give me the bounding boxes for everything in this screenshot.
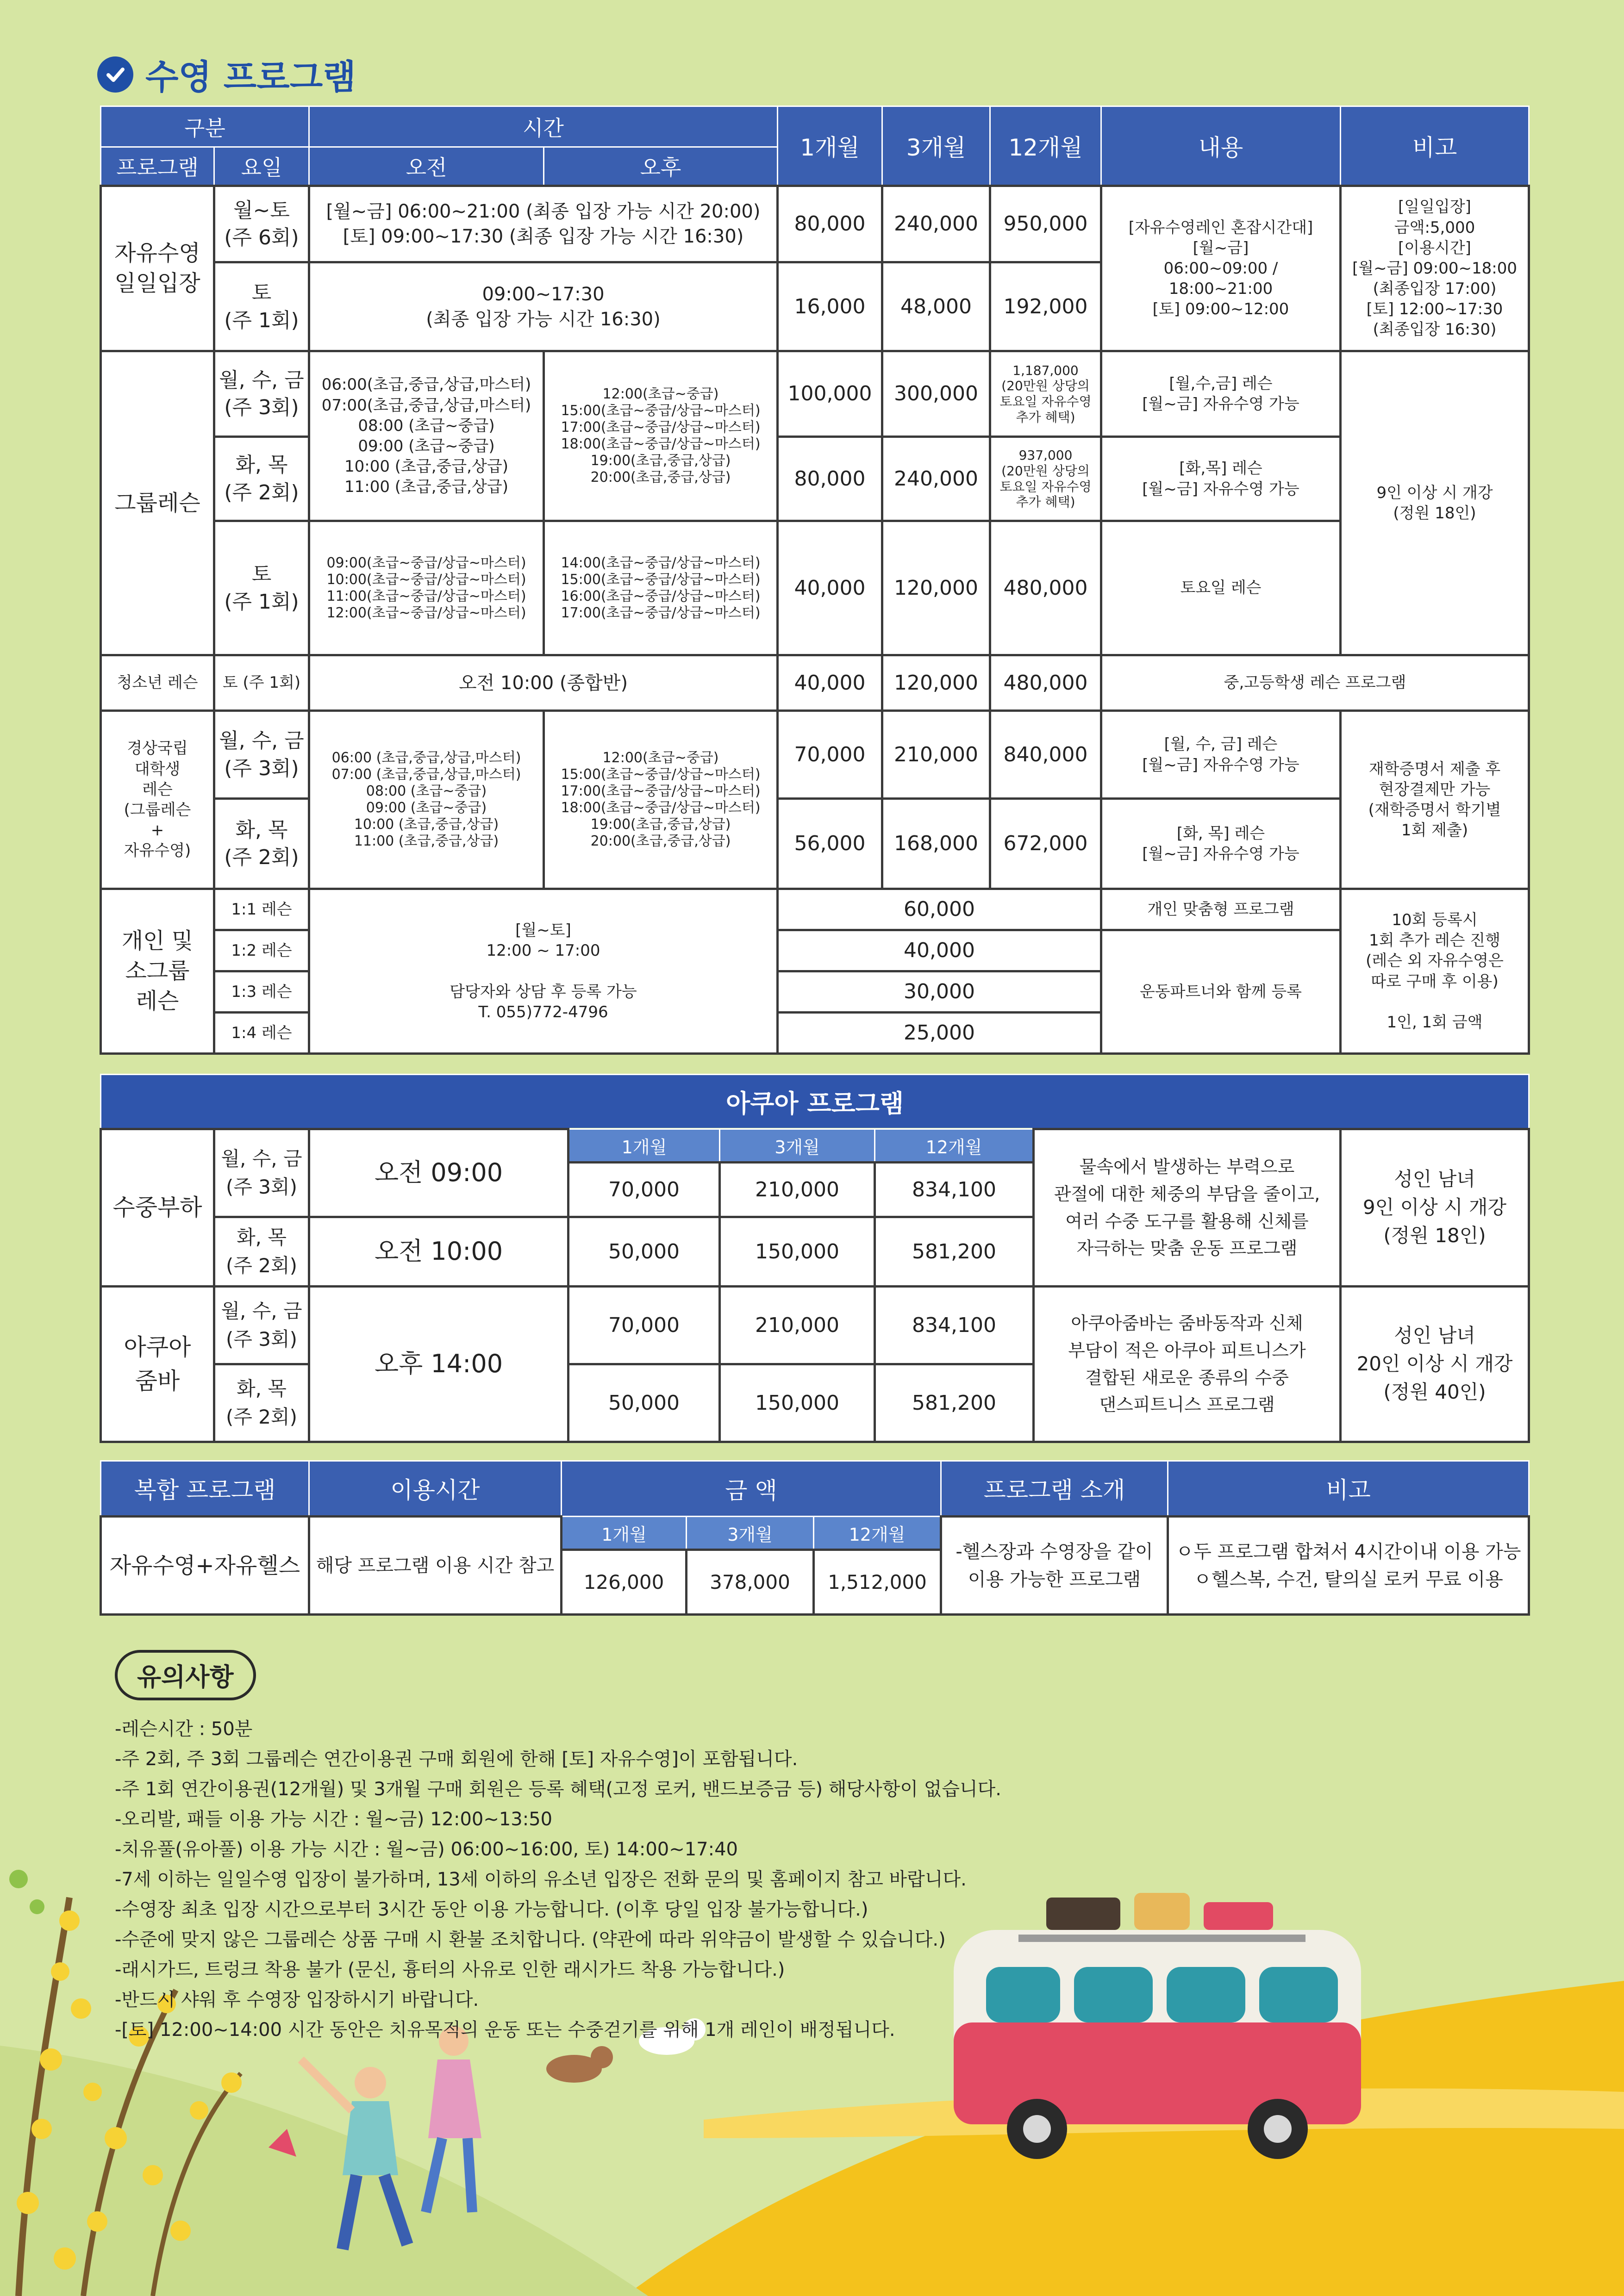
univ-label: 경상국립 대학생 레슨 (그룹레슨 + 자유수영) xyxy=(101,711,214,889)
notes-title: 유의사항 xyxy=(115,1650,256,1700)
group-row3-content: 토요일 레슨 xyxy=(1101,521,1341,655)
zumba-row1-price-12m: 834,100 xyxy=(875,1287,1034,1364)
youth-day: 토 (주 1회) xyxy=(214,655,309,711)
header-day: 요일 xyxy=(214,147,309,186)
zumba-row1-price-3m: 210,000 xyxy=(720,1287,875,1364)
note-item: -레슨시간 : 50분 xyxy=(115,1718,253,1740)
zumba-row2-price-1m: 50,000 xyxy=(568,1364,720,1442)
header-am: 오전 xyxy=(309,147,544,186)
note-item: -주 1회 연간이용권(12개월) 및 3개월 구매 회원은 등록 혜택(고정 로커, 밴드보증금 등) 해당사항이 없습니다. xyxy=(115,1779,1001,1800)
underwater-label: 수중부하 xyxy=(101,1129,214,1287)
combo-time: 해당 프로그램 이용 시간 참고 xyxy=(309,1517,562,1615)
univ-row2-price-12m: 672,000 xyxy=(990,799,1101,889)
group-lesson-label: 그룹레슨 xyxy=(101,351,214,655)
underwater-desc: 물속에서 발생하는 부력으로 관절에 대한 체중의 부담을 줄이고, 여러 수중 도구를 활용해 신체를 자극하는 맞춤 운동 프로그램 xyxy=(1034,1129,1341,1287)
zumba-row2-price-12m: 581,200 xyxy=(875,1364,1034,1442)
private-content-1: 개인 맞춤형 프로그램 xyxy=(1101,889,1341,930)
group-row3-price-3m: 120,000 xyxy=(882,521,990,655)
group-row3-day: 토 (주 1회) xyxy=(214,521,309,655)
free-swim-row1-price-3m: 240,000 xyxy=(882,186,990,262)
combo-header-1month: 1개월 xyxy=(562,1517,687,1550)
group-row3-price-1m: 40,000 xyxy=(778,521,882,655)
univ-row1-day: 월, 수, 금 (주 3회) xyxy=(214,711,309,799)
combo-header-program: 복합 프로그램 xyxy=(101,1461,309,1517)
group-note: 9인 이상 시 개강 (정원 18인) xyxy=(1341,351,1529,655)
group-row1-price-1m: 100,000 xyxy=(778,351,882,437)
header-program: 프로그램 xyxy=(101,147,214,186)
private-row1-price: 60,000 xyxy=(778,889,1101,930)
combo-name: 자유수영+자유헬스 xyxy=(101,1517,309,1615)
free-swim-row1-price-1m: 80,000 xyxy=(778,186,882,262)
free-swim-row2-price-3m: 48,000 xyxy=(882,262,990,351)
univ-row2-content: [화, 목] 레슨 [월~금] 자유수영 가능 xyxy=(1101,799,1341,889)
note-item: -래시가드, 트렁크 착용 불가 (문신, 흉터의 사유로 인한 래시가드 착용 가능합니다.) xyxy=(115,1959,785,1980)
youth-price-3m: 120,000 xyxy=(882,655,990,711)
private-note: 10회 등록시 1회 추가 레슨 진행 (레슨 외 자유수영은 따로 구매 후 이용) 1인, 1회 금액 xyxy=(1341,889,1529,1054)
group-saturday-pm: 14:00(초급~중급/상급~마스터) 15:00(초급~중급/상급~마스터) 16:00(초급~중급/상급~마스터) 17:00(초급~중급/상급~마스터) xyxy=(544,521,778,655)
combo-intro: -헬스장과 수영장을 같이 이용 가능한 프로그램 xyxy=(941,1517,1168,1615)
camper-van xyxy=(954,1893,1361,2159)
combo-header-12month: 12개월 xyxy=(814,1517,941,1550)
aqua-header-3month: 3개월 xyxy=(720,1129,875,1163)
univ-note: 재학증명서 제출 후 현장결제만 가능 (재학증명서 학기별 1회 제출) xyxy=(1341,711,1529,889)
private-row3-name: 1:3 레슨 xyxy=(214,971,309,1013)
combo-note: ㅇ두 프로그램 합쳐서 4시간이내 이용 가능 ㅇ헬스복, 수건, 탈의실 로커 무료 이용 xyxy=(1168,1517,1529,1615)
check-circle-icon xyxy=(97,56,133,93)
group-weekday-am: 06:00(초급,중급,상급,마스터) 07:00(초급,중급,상급,마스터) 08:00 (초급~중급) 09:00 (초급~중급) 10:00 (초급,중급,상급) 11:00 (초급,중급,상급) xyxy=(309,351,544,521)
header-content: 내용 xyxy=(1101,106,1341,186)
combo-price-12m: 1,512,000 xyxy=(814,1550,941,1615)
notes-section xyxy=(115,1650,1001,2045)
private-row4-price: 25,000 xyxy=(778,1013,1101,1054)
free-swim-row1-price-12m: 950,000 xyxy=(990,186,1101,262)
aqua-title: 아쿠아 프로그램 xyxy=(101,1075,1529,1129)
group-row1-day: 월, 수, 금 (주 3회) xyxy=(214,351,309,437)
underwater-row1-day: 월, 수, 금 (주 3회) xyxy=(214,1129,309,1217)
header-note: 비고 xyxy=(1341,106,1529,186)
aqua-header-12month: 12개월 xyxy=(875,1129,1034,1163)
group-row2-content: [화,목] 레슨 [월~금] 자유수영 가능 xyxy=(1101,437,1341,521)
underwater-row2-price-3m: 150,000 xyxy=(720,1217,875,1287)
free-swim-label: 자유수영 일일입장 xyxy=(101,186,214,351)
combo-program-table xyxy=(100,1460,1530,1616)
private-label: 개인 및 소그룹 레슨 xyxy=(101,889,214,1054)
underwater-row1-price-1m: 70,000 xyxy=(568,1163,720,1217)
free-swim-row2-time: 09:00~17:30 (최종 입장 가능 시간 16:30) xyxy=(309,262,778,351)
free-swim-row1-day: 월~토 (주 6회) xyxy=(214,186,309,262)
youth-time: 오전 10:00 (종합반) xyxy=(309,655,778,711)
swim-section-title xyxy=(97,50,356,99)
univ-row1-content: [월, 수, 금] 레슨 [월~금] 자유수영 가능 xyxy=(1101,711,1341,799)
underwater-row1-price-3m: 210,000 xyxy=(720,1163,875,1217)
note-item: -반드시 샤워 후 수영장 입장하시기 바랍니다. xyxy=(115,1989,479,2010)
notes-list xyxy=(115,1714,1001,2045)
univ-pm: 12:00(초급~중급) 15:00(초급~중급/상급~마스터) 17:00(초급~중급/상급~마스터) 18:00(초급~중급/상급~마스터) 19:00(초급,중급,상급) 20:00(초급,중급,상급) xyxy=(544,711,778,889)
group-row2-day: 화, 목 (주 2회) xyxy=(214,437,309,521)
group-row1-price-3m: 300,000 xyxy=(882,351,990,437)
header-group: 구분 xyxy=(101,106,309,147)
aqua-header-1month: 1개월 xyxy=(568,1129,720,1163)
univ-row2-price-1m: 56,000 xyxy=(778,799,882,889)
youth-price-12m: 480,000 xyxy=(990,655,1101,711)
free-swim-row2-day: 토 (주 1회) xyxy=(214,262,309,351)
univ-row1-price-12m: 840,000 xyxy=(990,711,1101,799)
underwater-row2-price-1m: 50,000 xyxy=(568,1217,720,1287)
free-swim-content: [자유수영레인 혼잡시간대] [월~금] 06:00~09:00 / 18:00~21:00 [토] 09:00~12:00 xyxy=(1101,186,1341,351)
note-item: -오리발, 패들 이용 가능 시간 : 월~금) 12:00~13:50 xyxy=(115,1809,553,1830)
private-row3-price: 30,000 xyxy=(778,971,1101,1013)
header-pm: 오후 xyxy=(544,147,778,186)
univ-row2-day: 화, 목 (주 2회) xyxy=(214,799,309,889)
combo-header-price: 금 액 xyxy=(562,1461,941,1517)
private-row1-name: 1:1 레슨 xyxy=(214,889,309,930)
note-item: -7세 이하는 일일수영 입장이 불가하며, 13세 이하의 유소년 입장은 전화 문의 및 홈페이지 참고 바랍니다. xyxy=(115,1869,967,1890)
swim-program-table xyxy=(100,106,1530,1055)
note-item: -[토] 12:00~14:00 시간 동안은 치유목적의 운동 또는 수중걷기를 위해 1개 레인이 배정됩니다. xyxy=(115,2019,895,2041)
group-row2-price-12m: 937,000 (20만원 상당의 토요일 자유수영 추가 혜택) xyxy=(990,437,1101,521)
private-row4-name: 1:4 레슨 xyxy=(214,1013,309,1054)
private-content-2: 운동파트너와 함께 등록 xyxy=(1101,930,1341,1054)
zumba-row1-day: 월, 수, 금 (주 3회) xyxy=(214,1287,309,1364)
underwater-note: 성인 남녀 9인 이상 시 개강 (정원 18인) xyxy=(1341,1129,1529,1287)
univ-row2-price-3m: 168,000 xyxy=(882,799,990,889)
combo-header-time: 이용시간 xyxy=(309,1461,562,1517)
free-swim-row1-time: [월~금] 06:00~21:00 (최종 입장 가능 시간 20:00) [토] 09:00~17:30 (최종 입장 가능 시간 16:30) xyxy=(309,186,778,262)
underwater-row1-time: 오전 09:00 xyxy=(309,1129,568,1217)
header-time: 시간 xyxy=(309,106,778,147)
zumba-row1-price-1m: 70,000 xyxy=(568,1287,720,1364)
header-1month: 1개월 xyxy=(778,106,882,186)
zumba-row2-day: 화, 목 (주 2회) xyxy=(214,1364,309,1442)
combo-price-1m: 126,000 xyxy=(562,1550,687,1615)
aqua-program-table xyxy=(100,1074,1530,1443)
zumba-time: 오후 14:00 xyxy=(309,1287,568,1442)
note-item: -치유풀(유아풀) 이용 가능 시간 : 월~금) 06:00~16:00, 토) 14:00~17:40 xyxy=(115,1839,738,1860)
zumba-label: 아쿠아 줌바 xyxy=(101,1287,214,1442)
note-item: -수준에 맞지 않은 그룹레슨 상품 구매 시 환불 조치합니다. (약관에 따라 위약금이 발생할 수 있습니다.) xyxy=(115,1929,946,1950)
free-swim-note: [일일입장] 금액:5,000 [이용시간] [월~금] 09:00~18:00 (최종입장 17:00) [토] 12:00~17:30 (최종입장 16:30) xyxy=(1341,186,1529,351)
youth-price-1m: 40,000 xyxy=(778,655,882,711)
univ-row1-price-3m: 210,000 xyxy=(882,711,990,799)
youth-content: 중,고등학생 레슨 프로그램 xyxy=(1101,655,1529,711)
group-row2-price-3m: 240,000 xyxy=(882,437,990,521)
zumba-row2-price-3m: 150,000 xyxy=(720,1364,875,1442)
combo-header-3month: 3개월 xyxy=(687,1517,814,1550)
group-saturday-am: 09:00(초급~중급/상급~마스터) 10:00(초급~중급/상급~마스터) 11:00(초급~중급/상급~마스터) 12:00(초급~중급/상급~마스터) xyxy=(309,521,544,655)
free-swim-row2-price-12m: 192,000 xyxy=(990,262,1101,351)
private-row2-name: 1:2 레슨 xyxy=(214,930,309,971)
header-12month: 12개월 xyxy=(990,106,1101,186)
private-row2-price: 40,000 xyxy=(778,930,1101,971)
underwater-row1-price-12m: 834,100 xyxy=(875,1163,1034,1217)
note-item: -주 2회, 주 3회 그룹레슨 연간이용권 구매 회원에 한해 [토] 자유수영]이 포함됩니다. xyxy=(115,1748,798,1770)
combo-price-3m: 378,000 xyxy=(687,1550,814,1615)
combo-header-note: 비고 xyxy=(1168,1461,1529,1517)
group-row1-price-12m: 1,187,000 (20만원 상당의 토요일 자유수영 추가 혜택) xyxy=(990,351,1101,437)
page-title: 수영 프로그램 xyxy=(145,57,356,97)
underwater-row2-day: 화, 목 (주 2회) xyxy=(214,1217,309,1287)
free-swim-row2-price-1m: 16,000 xyxy=(778,262,882,351)
group-row2-price-1m: 80,000 xyxy=(778,437,882,521)
zumba-note: 성인 남녀 20인 이상 시 개강 (정원 40인) xyxy=(1341,1287,1529,1442)
note-item: -수영장 최초 입장 시간으로부터 3시간 동안 이용 가능합니다. (이후 당일 입장 불가능합니다.) xyxy=(115,1899,868,1920)
private-time: [월~토] 12:00 ~ 17:00 담당자와 상담 후 등록 가능 T. 055)772-4796 xyxy=(309,889,778,1054)
univ-am: 06:00 (초급,중급,상급,마스터) 07:00 (초급,중급,상급,마스터) 08:00 (초급~중급) 09:00 (초급~중급) 10:00 (초급,중급,상급) 11:00 (초급,중급,상급) xyxy=(309,711,544,889)
underwater-row2-price-12m: 581,200 xyxy=(875,1217,1034,1287)
header-3month: 3개월 xyxy=(882,106,990,186)
underwater-row2-time: 오전 10:00 xyxy=(309,1217,568,1287)
combo-header-intro: 프로그램 소개 xyxy=(941,1461,1168,1517)
group-weekday-pm: 12:00(초급~중급) 15:00(초급~중급/상급~마스터) 17:00(초급~중급/상급~마스터) 18:00(초급~중급/상급~마스터) 19:00(초급,중급,상급) 20:00(초급,중급,상급) xyxy=(544,351,778,521)
group-row3-price-12m: 480,000 xyxy=(990,521,1101,655)
group-row1-content: [월,수,금] 레슨 [월~금] 자유수영 가능 xyxy=(1101,351,1341,437)
youth-label: 청소년 레슨 xyxy=(101,655,214,711)
univ-row1-price-1m: 70,000 xyxy=(778,711,882,799)
zumba-desc: 아쿠아줌바는 줌바동작과 신체 부담이 적은 아쿠아 피트니스가 결합된 새로운 종류의 수중 댄스피트니스 프로그램 xyxy=(1034,1287,1341,1442)
